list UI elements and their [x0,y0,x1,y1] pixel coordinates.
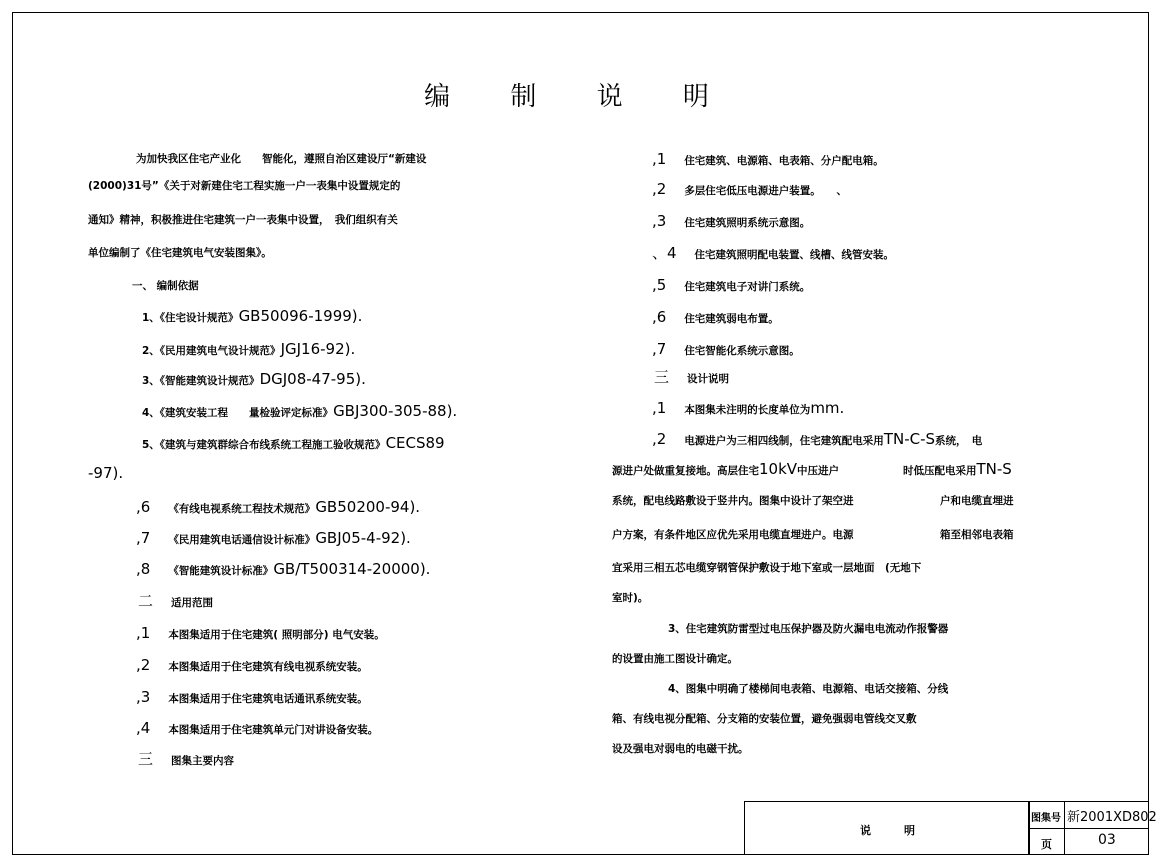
content-item-1 [652,152,884,168]
design-para-2-line-3b: 箱至相邻电表箱 [940,529,1014,541]
section-3-title [138,752,234,768]
content-item-4 [652,246,894,262]
design-item-2 [652,432,982,448]
basis-item-2 [142,342,355,358]
design-para-2-line-2b: 户和电缆直埋进 [940,495,1014,507]
system-code: TN-S [976,460,1012,478]
item-number: ,3 [136,688,151,706]
section-label: 适用范围 [171,597,214,609]
basis-text: 2、《民用建筑电气设计规范》 [142,345,281,357]
design-para-2-line-1b [903,462,1012,478]
title-block-name: 说 明 [860,824,915,837]
design-para-2-line-2a: 系统，配电线路敷设于竖井内。图集中设计了架空进 [612,495,854,507]
content-text: 住宅建筑照明配电装置、线槽、线管安装。 [694,249,895,261]
design-para-4-line-2: 箱、有线电视分配箱、分支箱的安装位置，避免强弱电管线交叉敷 [612,713,917,725]
content-text: 住宅建筑弱电布置。 [684,313,779,325]
item-number: ,7 [136,529,151,547]
item-number: ,8 [136,560,151,578]
page-label: 页 [1041,838,1052,851]
item-number: ,1 [652,399,667,417]
item-number: ,4 [136,719,151,737]
basis-text: 《智能建筑设计标准》 [168,565,274,577]
design-para-3-line-1: 3、住宅建筑防雷型过电压保护器及防火漏电电流动作报警器 [668,623,949,635]
intro-line-1: 为加快我区住宅产业化 智能化，遵照自治区建设厅“新建设 [136,153,427,165]
item-number: ,6 [136,498,151,516]
design-para-2-line-5: 室时)。 [612,592,649,604]
basis-text: 5、《建筑与建筑群综合布线系统工程施工验收规范》 [142,439,386,451]
design-text: 本图集未注明的长度单位为 [684,404,811,416]
scope-text: 本图集适用于住宅建筑有线电视系统安装。 [168,661,368,673]
item-number: ,5 [652,276,667,294]
design-para-4-line-1: 4、图集中明确了楼梯间电表箱、电源箱、电话交接箱、分线 [668,683,949,695]
basis-item-3 [142,372,366,388]
design-item-1 [652,401,844,417]
section-label: 图集主要内容 [171,755,235,767]
item-number: ,2 [652,430,667,448]
content-text: 住宅建筑照明系统示意图。 [684,217,811,229]
para-text: 时低压配电采用 [903,465,977,477]
scope-item-2 [136,658,368,674]
content-text: 住宅建筑电子对讲门系统。 [684,281,811,293]
section-mark: 三 [654,368,670,386]
content-item-3 [652,214,810,230]
item-number: ,2 [136,656,151,674]
scope-item-1 [136,626,385,642]
section-1-title: 一、 编制依据 [132,280,199,292]
content-text: 多层住宅低压电源进户装置。 、 [684,185,848,197]
basis-item-8 [136,562,430,578]
basis-item-7 [136,531,411,547]
section-4-title [654,370,729,386]
para-text: 源进户处做重复接地。高层住宅 [612,465,759,477]
basis-text: 1、《住宅设计规范》 [142,312,239,324]
basis-code: GB50200-94). [315,498,421,516]
basis-code: JGJ16-92). [280,340,356,358]
content-text: 住宅建筑、电源箱、电表箱、分户配电箱。 [684,155,884,167]
title-block-divider [1028,828,1149,829]
scope-text: 本图集适用于住宅建筑单元门对讲设备安装。 [168,724,379,736]
item-number: ,3 [652,212,667,230]
page-number: 03 [1098,832,1116,848]
basis-code-cont: -97). [88,464,124,482]
basis-item-1 [142,309,362,325]
item-number: ,1 [652,150,667,168]
scope-text: 本图集适用于住宅建筑( 照明部分) 电气安装。 [168,629,385,641]
atlas-number-value: 新2001XD802 [1067,810,1157,825]
item-number: ,7 [652,340,667,358]
basis-item-5 [142,436,445,452]
basis-item-5-cont [88,466,123,482]
intro-line-3: 通知》精神，积极推进住宅建筑一户一表集中设置， 我们组织有关 [88,214,398,226]
basis-code: GBJ300-305-88). [333,402,458,420]
intro-line-4: 单位编制了《住宅建筑电气安装图集》。 [88,247,272,259]
basis-text: 4、《建筑安装工程 量检验评定标准》 [142,407,334,419]
basis-code: GB50096-1999). [238,307,363,325]
design-para-2-line-4: 宜采用三相五芯电缆穿钢管保护敷设于地下室或一层地面 (无地下 [612,562,922,574]
item-number: ,1 [136,624,151,642]
basis-text: 《有线电视系统工程技术规范》 [168,503,316,515]
system-code: TN-C-S [883,430,936,448]
design-para-4-line-3: 设及强电对弱电的电磁干扰。 [612,743,749,755]
content-item-6 [652,310,779,326]
basis-item-6 [136,500,420,516]
voltage-code: 10kV [759,460,798,478]
scope-text: 本图集适用于住宅建筑电话通讯系统安装。 [168,693,368,705]
basis-item-4 [142,404,457,420]
section-mark: 二 [138,592,154,610]
basis-code: CECS89 [385,434,445,452]
content-item-2 [652,182,847,198]
design-para-3-line-2: 的设置由施工图设计确定。 [612,653,738,665]
page-title: 编 制 说 明 [424,82,735,112]
basis-text: 3、《智能建筑设计规范》 [142,375,260,387]
design-text: 电源进户为三相四线制，住宅建筑配电采用 [684,435,884,447]
scope-item-4 [136,721,378,737]
design-para-2-line-1a [612,462,839,478]
basis-code: GBJ05-4-92). [315,529,411,547]
unit-code: mm. [810,399,845,417]
content-text: 住宅智能化系统示意图。 [684,345,800,357]
section-label: 设计说明 [687,373,730,385]
design-para-2-line-3a: 户方案，有条件地区应优先采用电缆直埋进户。电源 [612,529,854,541]
section-2-title [138,594,213,610]
item-number: ,2 [652,180,667,198]
section-mark: 三 [138,750,154,768]
design-text-cont: 系统， 电 [935,435,983,447]
basis-code: GB/T500314-20000). [273,560,431,578]
basis-text: 《民用建筑电话通信设计标准》 [168,534,316,546]
scope-item-3 [136,690,368,706]
item-number: ,6 [652,308,667,326]
content-item-5 [652,278,810,294]
item-number: 、4 [652,244,677,262]
para-text: 中压进户 [797,465,840,477]
basis-code: DGJ08-47-95). [259,370,366,388]
content-item-7 [652,342,800,358]
intro-line-2: (2000)31号”《关于对新建住宅工程实施一户一表集中设置规定的 [88,180,401,192]
atlas-number-label: 图集号 [1031,813,1061,824]
